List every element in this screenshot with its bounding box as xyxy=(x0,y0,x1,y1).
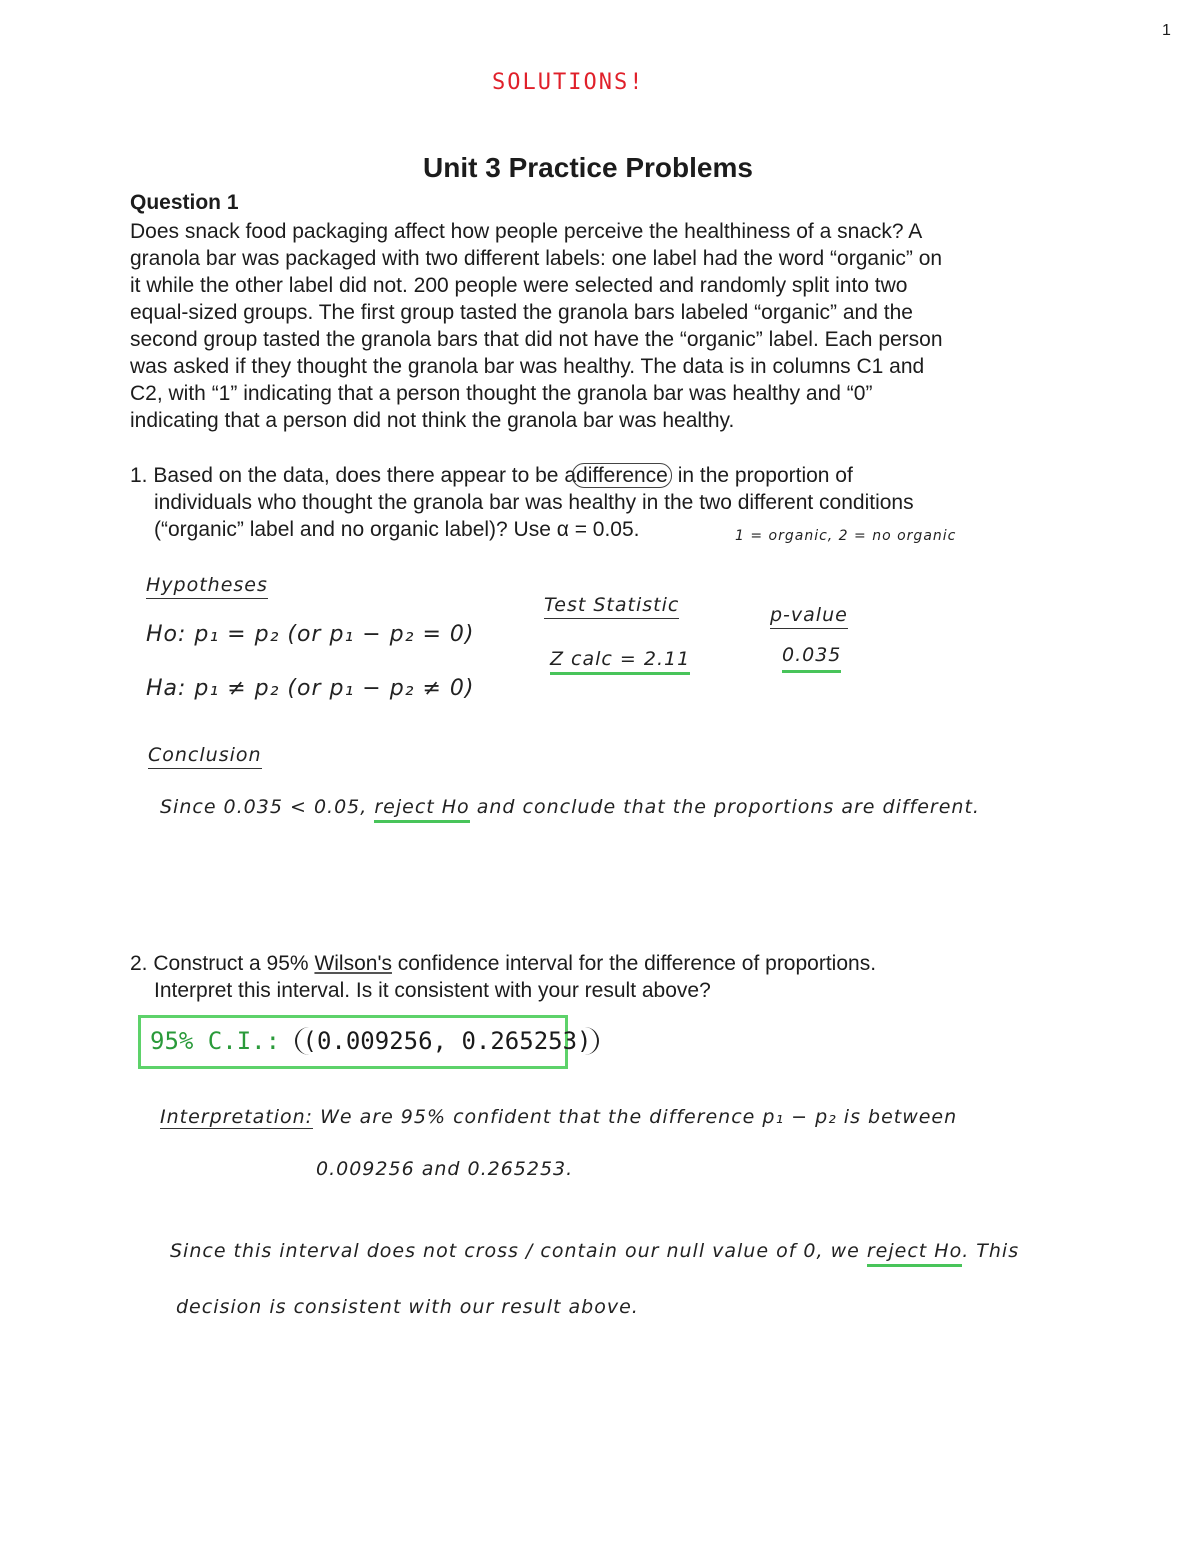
ci-label: 95% C.I.: xyxy=(150,1027,281,1055)
consistency-pre: Since this interval does not cross / contain our null value of 0, we xyxy=(170,1240,860,1262)
part2-line: 2. Construct a 95% Wilson's confidence interval for the difference of proportions. xyxy=(130,952,877,975)
reject-h0-2: reject Ho xyxy=(867,1240,962,1267)
page-title: Unit 3 Practice Problems xyxy=(423,152,753,183)
p-value-heading: p-value xyxy=(770,604,848,629)
conclusion-text xyxy=(160,796,980,818)
null-hypothesis: Ho: p₁ = p₂ (or p₁ − p₂ = 0) xyxy=(146,622,475,647)
hypotheses-heading: Hypotheses xyxy=(146,574,268,599)
interpretation-line xyxy=(160,1106,957,1128)
question-line: equal-sized groups. The first group tasted the granola bars labeled “organic” and the xyxy=(130,301,913,324)
test-statistic-heading: Test Statistic xyxy=(544,594,679,619)
part2-line: Interpret this interval. Is it consistent with your result above? xyxy=(154,979,711,1002)
consistency-line-2: decision is consistent with our result above. xyxy=(176,1296,639,1318)
interpretation-line-2: 0.009256 and 0.265253. xyxy=(316,1158,574,1180)
question-line: was asked if they thought the granola bar was healthy. The data is in columns C1 and xyxy=(130,355,925,378)
part2-prompt xyxy=(130,950,1030,1004)
consistency-line xyxy=(170,1240,1019,1262)
part1-line: 1. Based on the data, does there appear to be adifference in the proportion of xyxy=(130,464,853,487)
confidence-interval xyxy=(150,1027,599,1055)
ci-value: (0.009256, 0.265253) xyxy=(295,1027,600,1055)
solutions-stamp: SOLUTIONS! xyxy=(492,70,645,95)
underlined-word: Wilson's xyxy=(314,952,392,975)
part1-line: individuals who thought the granola bar was healthy in the two different conditions xyxy=(154,491,914,514)
alternative-hypothesis: Ha: p₁ ≠ p₂ (or p₁ − p₂ ≠ 0) xyxy=(146,676,475,701)
test-statistic-value: Z calc = 2.11 xyxy=(550,648,690,675)
reject-h0: reject Ho xyxy=(374,796,469,823)
conclusion-pre: Since 0.035 < 0.05, xyxy=(160,796,368,818)
consistency-post: . This xyxy=(962,1240,1020,1262)
page-number: 1 xyxy=(1162,22,1171,39)
question-line: second group tasted the granola bars that did not have the “organic” label. Each person xyxy=(130,328,943,351)
interpretation-heading: Interpretation: xyxy=(160,1106,314,1128)
question-line: granola bar was packaged with two different labels: one label had the word “organic” on xyxy=(130,247,943,270)
conclusion-heading: Conclusion xyxy=(148,744,262,769)
question-line: Does snack food packaging affect how people perceive the healthiness of a snack? A xyxy=(130,220,923,243)
interpretation-text: We are 95% confident that the difference p₁ − p₂ is between xyxy=(320,1106,958,1128)
group-coding-note: 1 = organic, 2 = no organic xyxy=(735,528,957,544)
conclusion-post: and conclude that the proportions are different. xyxy=(476,796,980,818)
part1-line: (“organic” label and no organic label)? Use α = 0.05. xyxy=(154,518,640,541)
circled-word: difference xyxy=(572,463,672,488)
question-body xyxy=(130,218,1050,434)
p-value-value: 0.035 xyxy=(782,644,841,673)
question-heading: Question 1 xyxy=(130,191,239,214)
question-line: C2, with “1” indicating that a person thought the granola bar was healthy and “0” xyxy=(130,382,873,405)
question-line: indicating that a person did not think the granola bar was healthy. xyxy=(130,409,735,432)
question-line: it while the other label did not. 200 people were selected and randomly split into two xyxy=(130,274,908,297)
